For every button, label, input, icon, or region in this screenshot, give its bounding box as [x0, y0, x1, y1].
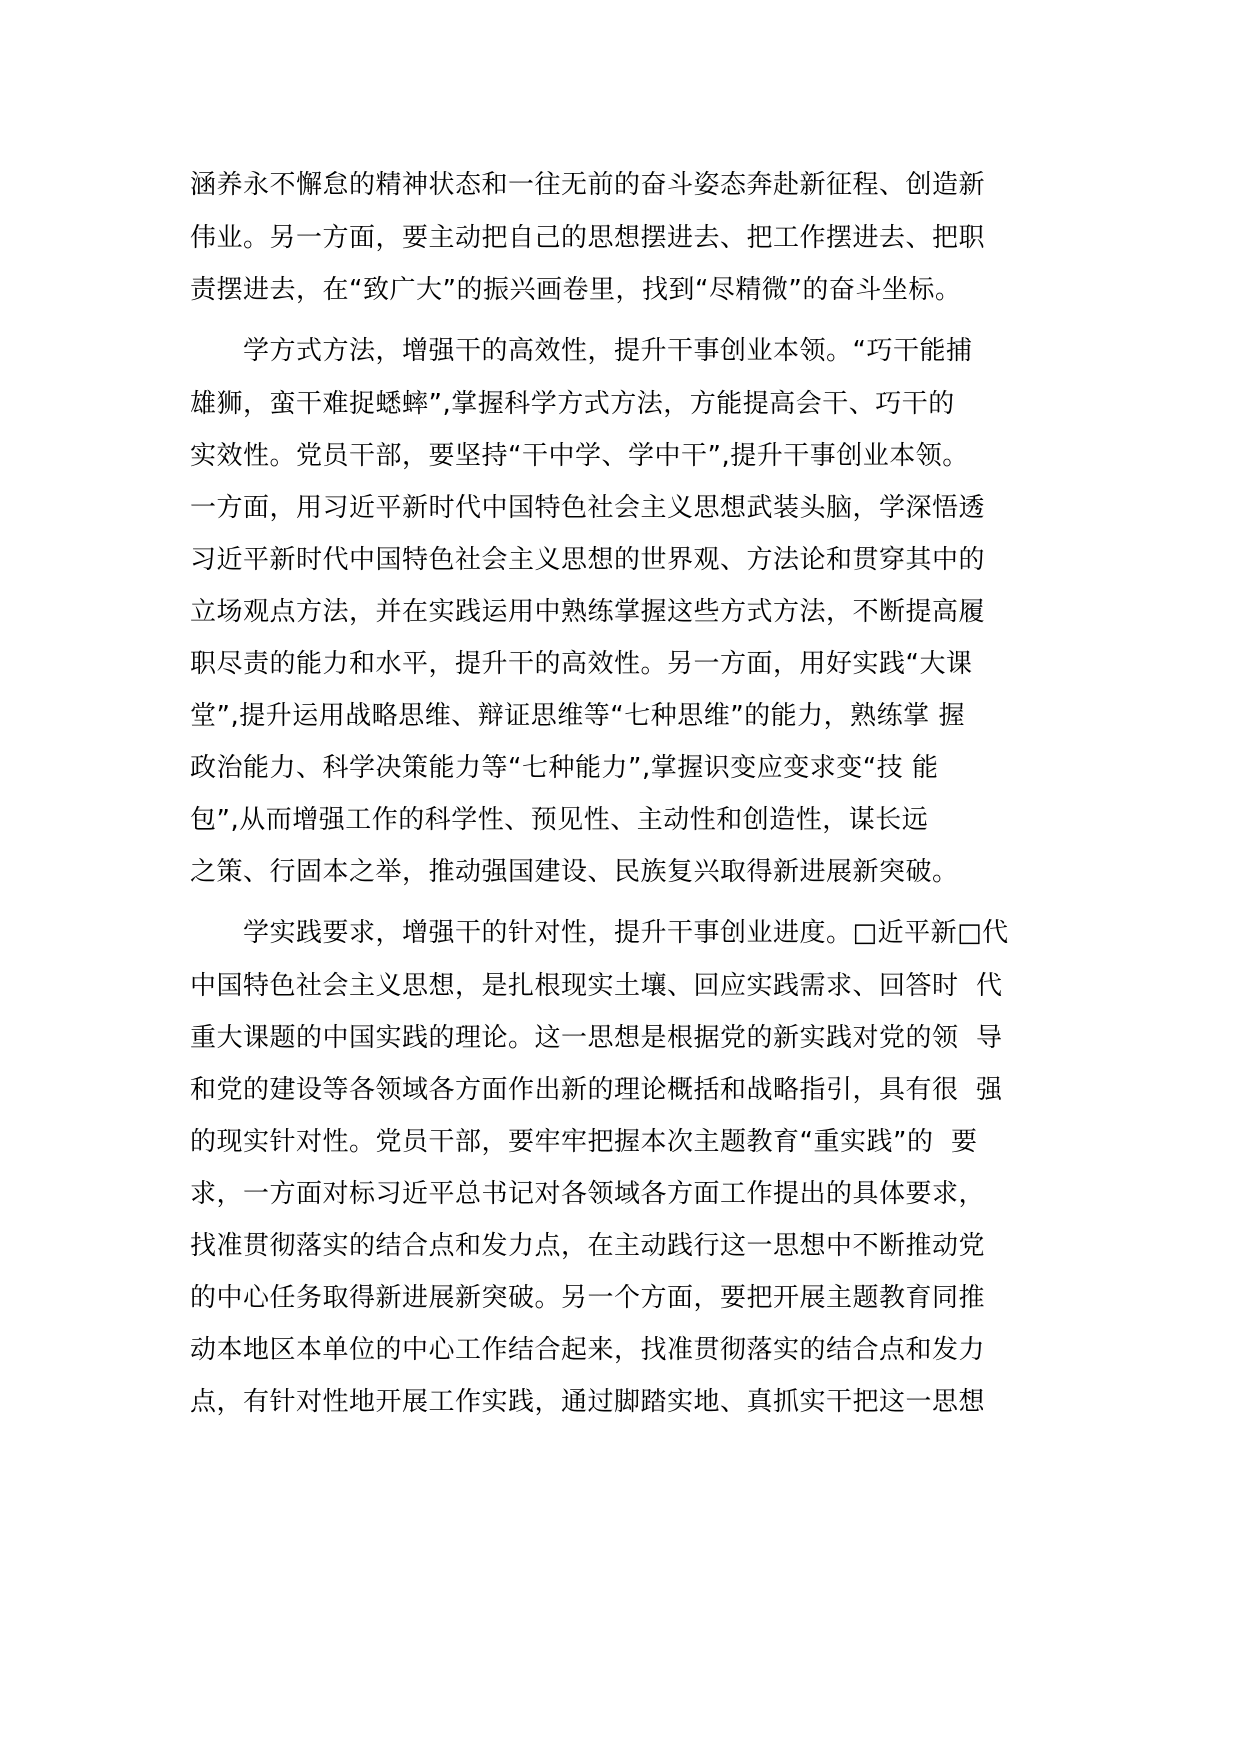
text-line: 涵养永不懈怠的精神状态和一往无前的奋斗姿态奔赴新征程、创造新: [190, 170, 986, 200]
text-line: 重大课题的中国实践的理论。这一思想是根据党的新实践对党的领 导: [190, 1023, 1003, 1053]
text-line: 一方面，用习近平新时代中国特色社会主义思想武装头脑，学深悟透: [190, 493, 986, 523]
text-line: 和党的建设等各领域各方面作出新的理论概括和战略指引，具有很 强: [190, 1075, 1003, 1105]
text-line: 的现实针对性。党员干部，要牢牢把握本次主题教育“重实践”的 要: [190, 1127, 978, 1157]
text-line: 动本地区本单位的中心工作结合起来，找准贯彻落实的结合点和发力: [190, 1335, 986, 1365]
text-line: 伟业。另一方面，要主动把自己的思想摆进去、把工作摆进去、把职: [190, 223, 986, 253]
text-line: 点，有针对性地开展工作实践，通过脚踏实地、真抓实干把这一思想: [190, 1387, 986, 1417]
text-line: 求，一方面对标习近平总书记对各领域各方面工作提出的具体要求，: [190, 1179, 986, 1209]
text-line: 的中心任务取得新进展新突破。另一个方面，要把开展主题教育同推: [190, 1283, 986, 1313]
text-line: 习近平新时代中国特色社会主义思想的世界观、方法论和贯穿其中的: [190, 545, 986, 575]
text-line: 包”,从而增强工作的科学性、预见性、主动性和创造性，谋长远: [190, 805, 929, 835]
text-line: 中国特色社会主义思想，是扎根现实土壤、回应实践需求、回答时 代: [190, 971, 1003, 1001]
paragraph-start-line: 学实践要求，增强干的针对性，提升干事创业进度。□近平新□代: [190, 918, 1009, 948]
text-line: 堂”,提升运用战略思维、辩证思维等“七种思维”的能力，熟练掌 握: [190, 701, 965, 731]
text-line: 之策、行固本之举，推动强国建设、民族复兴取得新进展新突破。: [190, 857, 959, 887]
text-line: 职尽责的能力和水平，提升干的高效性。另一方面，用好实践“大课: [190, 649, 973, 679]
text-line: 政治能力、科学决策能力等“七种能力”,掌握识变应变求变“技 能: [190, 753, 939, 783]
text-line: 雄狮，蛮干难捉蟋蟀”,掌握科学方式方法，方能提高会干、巧干的: [190, 389, 955, 419]
text-line: 找准贯彻落实的结合点和发力点，在主动践行这一思想中不断推动党: [190, 1231, 986, 1261]
text-line: 实效性。党员干部，要坚持“干中学、学中干”,提升干事创业本领。: [190, 441, 969, 471]
paragraph-start-line: 学方式方法，增强干的高效性，提升干事创业本领。“巧干能捕: [190, 336, 973, 366]
text-line: 立场观点方法，并在实践运用中熟练掌握这些方式方法，不断提高履: [190, 597, 986, 627]
text-line: 责摆进去，在“致广大”的振兴画卷里，找到“尽精微”的奋斗坐标。: [190, 275, 962, 305]
